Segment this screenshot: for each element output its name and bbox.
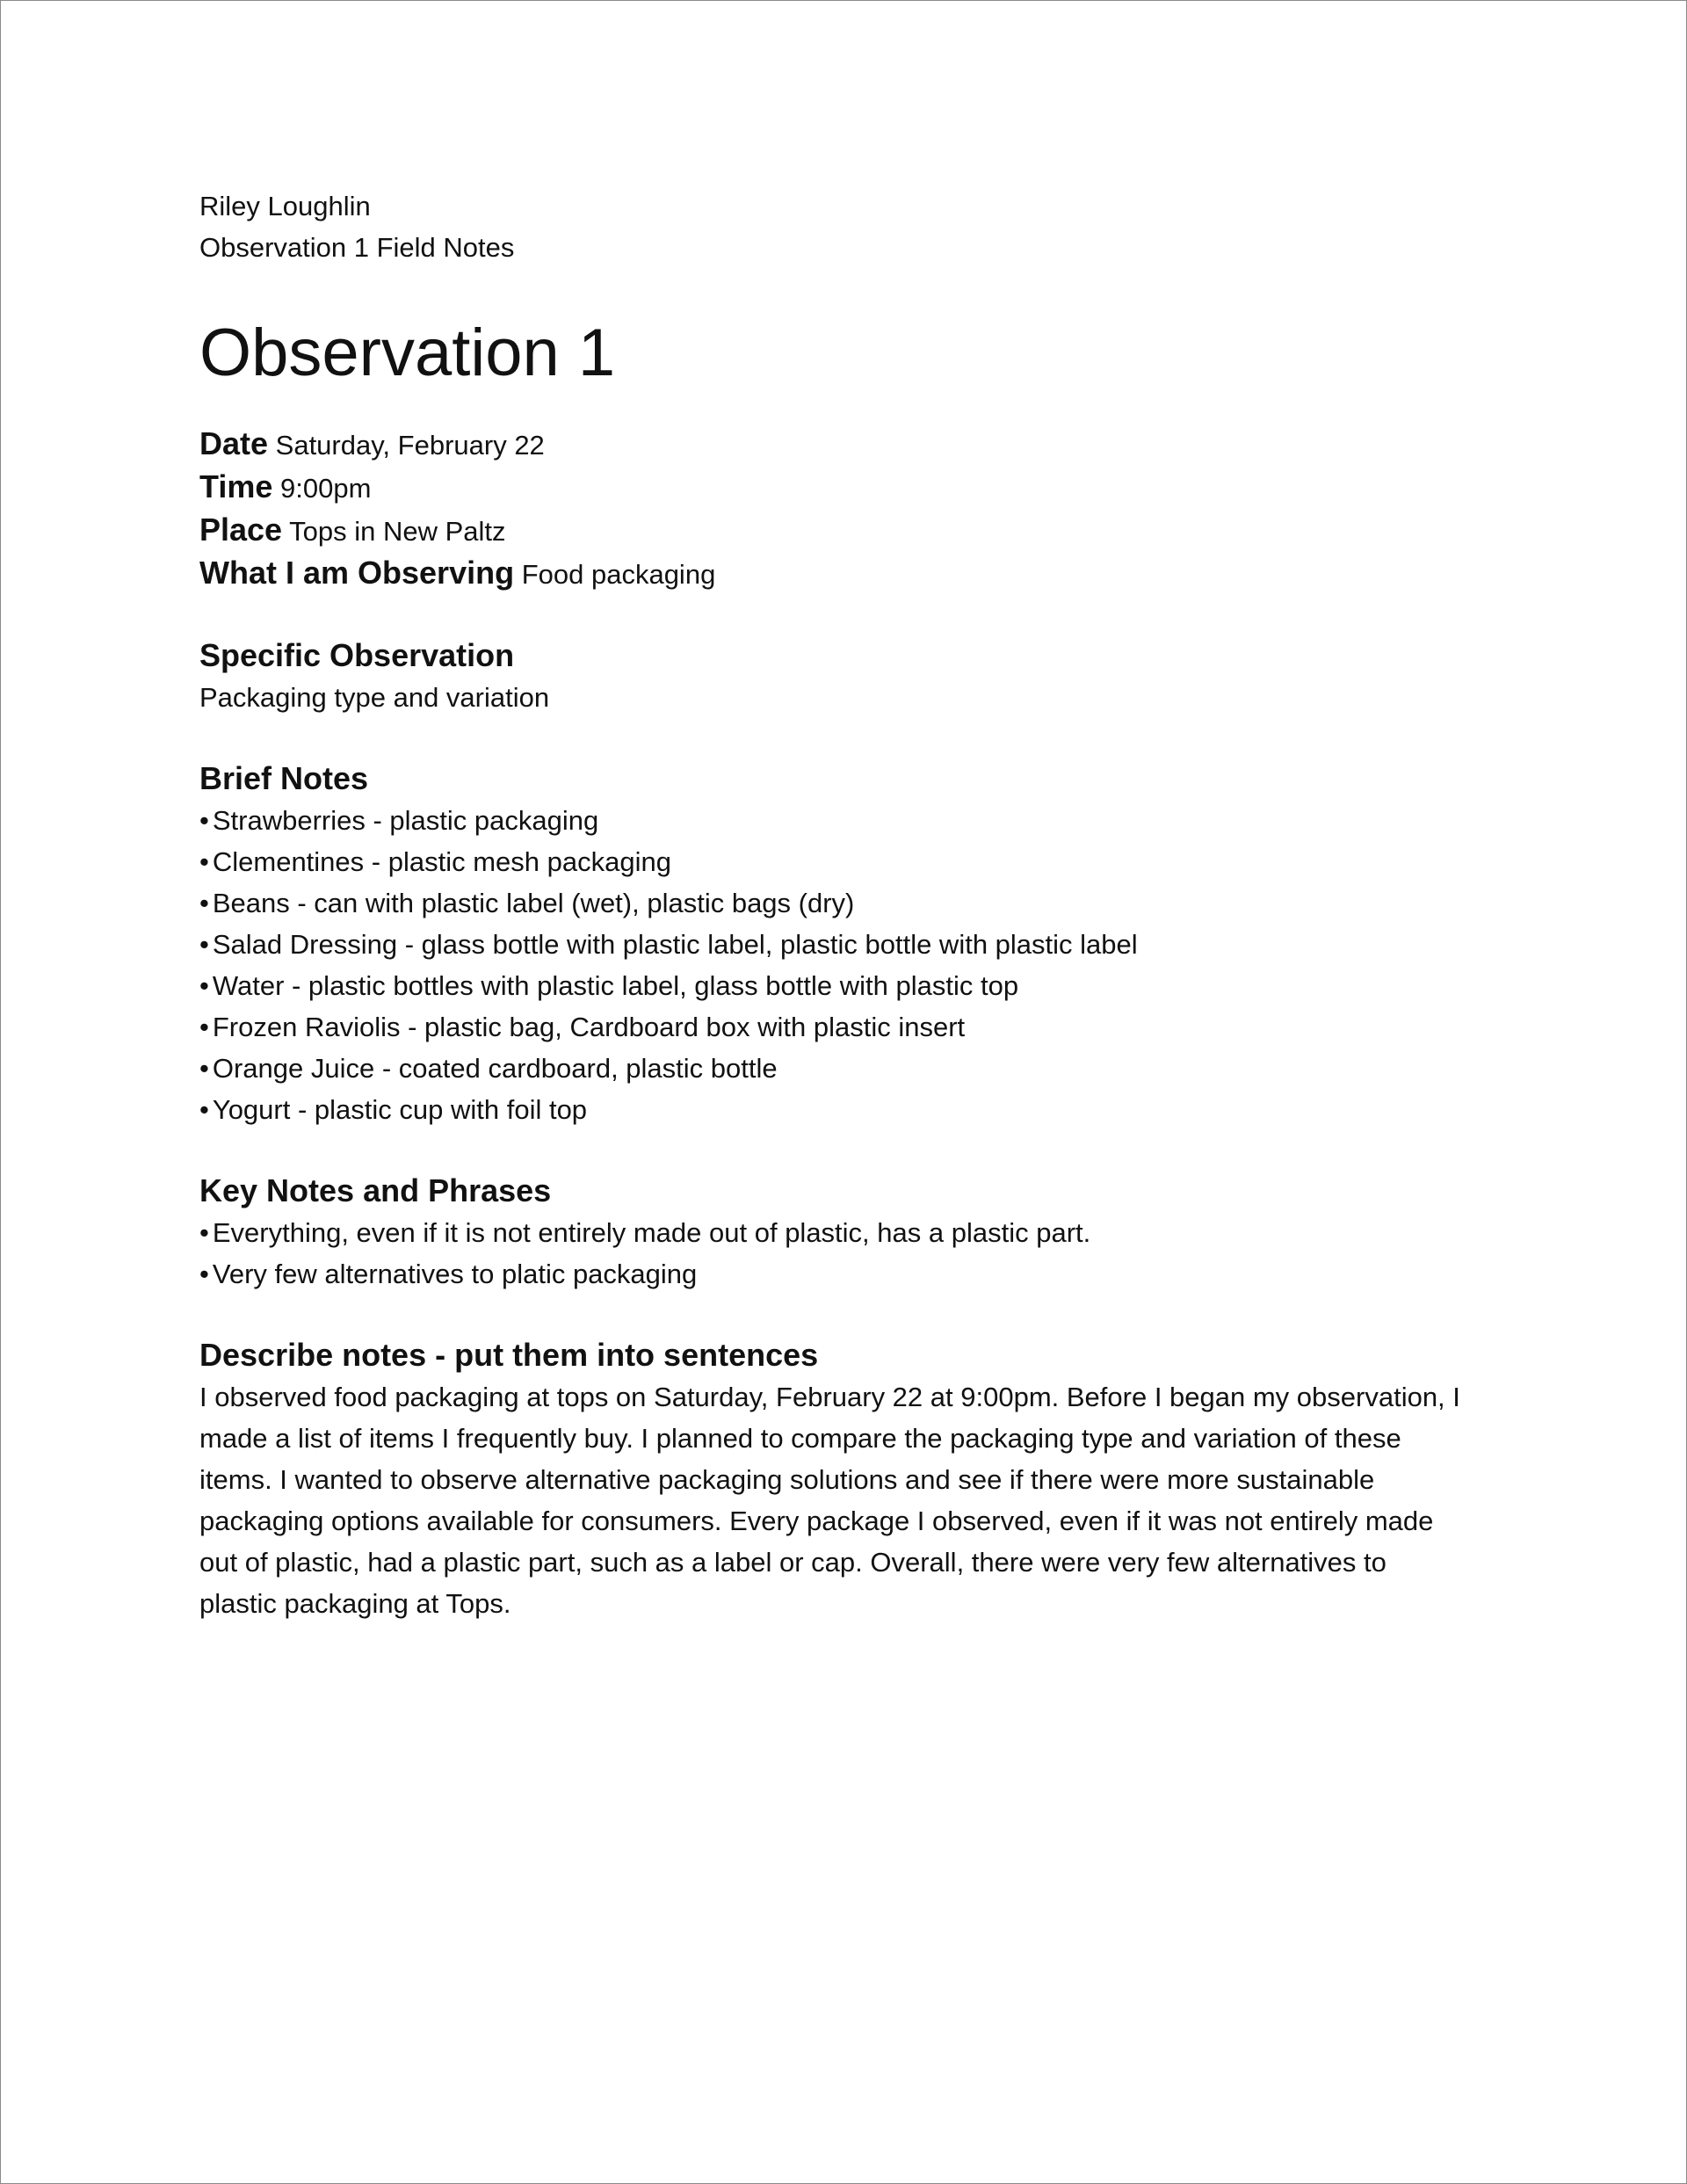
- bullet-icon: •: [199, 1012, 209, 1042]
- section-key-notes: [199, 1170, 1517, 1295]
- list-item: [199, 924, 1517, 965]
- list-item: [199, 882, 1517, 924]
- paragraph-line: made a list of items I frequently buy. I planned to compare the packaging type and variation of these: [199, 1423, 1401, 1454]
- section-heading: Key Notes and Phrases: [199, 1172, 552, 1208]
- list-item: [199, 1212, 1517, 1253]
- list-item: [199, 965, 1517, 1006]
- bullet-icon: •: [199, 1094, 209, 1125]
- meta-label-observing: What I am Observing: [199, 555, 515, 591]
- author-name: Riley Loughlin: [199, 191, 371, 221]
- paragraph-line: out of plastic, had a plastic part, such as a label or cap. Overall, there were very few alternatives to: [199, 1547, 1387, 1578]
- list-item-text: Orange Juice - coated cardboard, plastic bottle: [212, 1053, 778, 1084]
- meta-value-place: Tops in New Paltz: [289, 516, 506, 547]
- list-item: [199, 1006, 1517, 1048]
- bullet-icon: •: [199, 846, 209, 877]
- meta-label-place: Place: [199, 512, 283, 548]
- paragraph-line: items. I wanted to observe alternative packaging solutions and see if there were more sustainable: [199, 1464, 1375, 1495]
- list-item-text: Beans - can with plastic label (wet), plastic bags (dry): [212, 888, 855, 918]
- list-item-text: Very few alternatives to platic packaging: [212, 1259, 698, 1289]
- meta-row-place: [199, 509, 1517, 552]
- meta-row-time: [199, 466, 1517, 509]
- meta-row-observing: [199, 552, 1517, 595]
- list-item: [199, 800, 1517, 841]
- bullet-icon: •: [199, 929, 209, 960]
- list-item: [199, 841, 1517, 882]
- meta-value-date: Saturday, February 22: [275, 430, 545, 461]
- list-item: [199, 1048, 1517, 1089]
- brief-notes-list: [199, 800, 1517, 1130]
- list-item-text: Yogurt - plastic cup with foil top: [212, 1094, 588, 1125]
- meta-label-date: Date: [199, 425, 269, 461]
- document-content: [199, 185, 1517, 1624]
- list-item-text: Strawberries - plastic packaging: [212, 805, 599, 836]
- list-item-text: Salad Dressing - glass bottle with plastic label, plastic bottle with plastic label: [212, 929, 1138, 960]
- section-describe-notes: [199, 1334, 1517, 1624]
- bullet-icon: •: [199, 1217, 209, 1248]
- meta-row-date: [199, 423, 1517, 466]
- list-item: [199, 1253, 1517, 1295]
- section-heading: Specific Observation: [199, 637, 515, 673]
- section-brief-notes: [199, 758, 1517, 1130]
- list-item-text: Frozen Raviolis - plastic bag, Cardboard box with plastic insert: [212, 1012, 966, 1042]
- bullet-icon: •: [199, 970, 209, 1001]
- meta-label-time: Time: [199, 468, 273, 504]
- paragraph-line: I observed food packaging at tops on Saturday, February 22 at 9:00pm. Before I began my observation, I: [199, 1382, 1460, 1412]
- section-text: Packaging type and variation: [199, 682, 550, 713]
- paragraph-line: packaging options available for consumers. Every package I observed, even if it was not entirely made: [199, 1506, 1434, 1536]
- paragraph-line: plastic packaging at Tops.: [199, 1588, 511, 1619]
- bullet-icon: •: [199, 1053, 209, 1084]
- meta-block: [199, 423, 1517, 595]
- describe-notes-paragraph: [199, 1376, 1500, 1624]
- page-title: Observation 1: [199, 316, 616, 390]
- list-item-text: Everything, even if it is not entirely made out of plastic, has a plastic part.: [212, 1217, 1091, 1248]
- key-notes-list: [199, 1212, 1517, 1295]
- bullet-icon: •: [199, 888, 209, 918]
- document-subtitle: Observation 1 Field Notes: [199, 232, 515, 263]
- section-heading: Describe notes - put them into sentences: [199, 1337, 819, 1373]
- meta-value-time: 9:00pm: [280, 473, 372, 504]
- meta-value-observing: Food packaging: [521, 559, 716, 590]
- list-item-text: Water - plastic bottles with plastic label, glass bottle with plastic top: [212, 970, 1019, 1001]
- bullet-icon: •: [199, 805, 209, 836]
- list-item-text: Clementines - plastic mesh packaging: [212, 846, 671, 877]
- bullet-icon: •: [199, 1259, 209, 1289]
- section-heading: Brief Notes: [199, 760, 369, 796]
- section-specific-observation: [199, 635, 1517, 718]
- list-item: [199, 1089, 1517, 1130]
